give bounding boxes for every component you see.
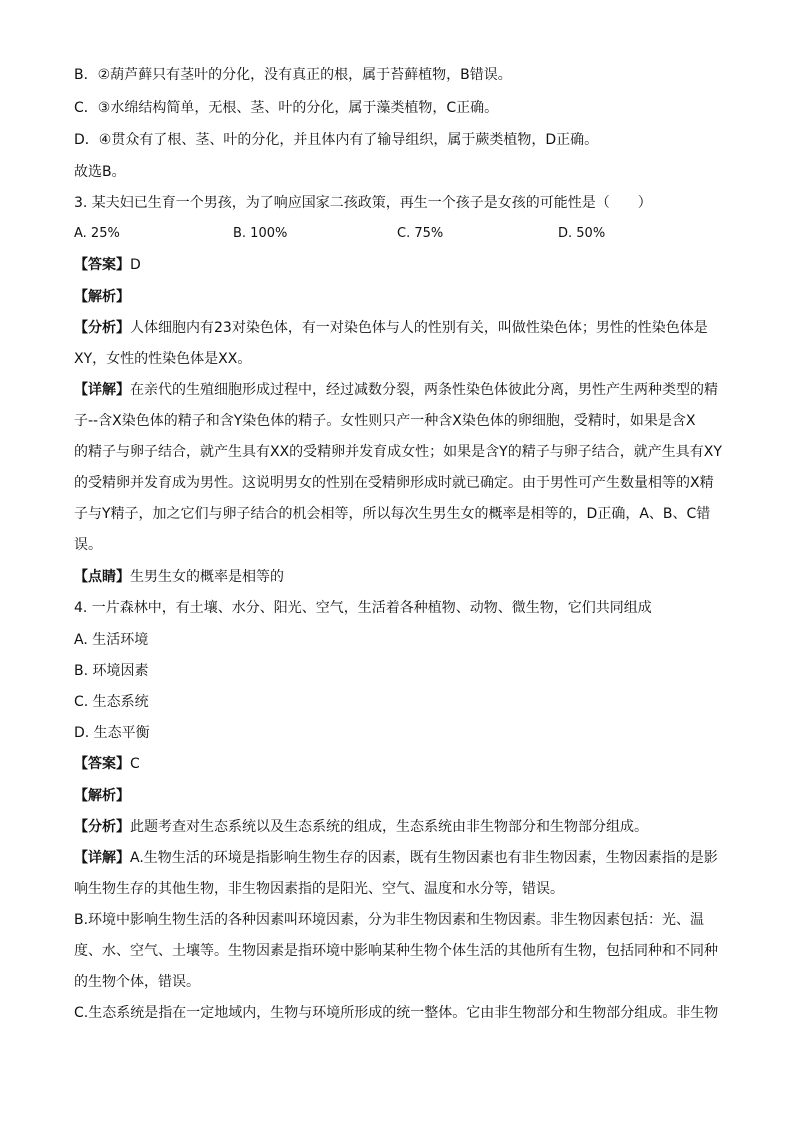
- q3-xiangjie-line-5: 子与Y精子，加之它们与卵子结合的机会相等，所以每次生男生女的概率是相等的，D正确，A、B、C错: [74, 506, 711, 522]
- q4-xiangjie-line-3: B.环境中影响生物生活的各种因素叫环境因素，分为非生物因素和生物因素。非生物因素包括：光、温: [74, 912, 705, 928]
- q4-fenxi-line-1: [74, 818, 734, 836]
- option-d-explanation: D．④贯众有了根、茎、叶的分化，并且体内有了输导组织，属于蕨类植物，D正确。: [74, 132, 599, 148]
- q3-option-c: C. 75%: [397, 226, 444, 241]
- answer-tag: 【答案】: [74, 756, 130, 772]
- q4-xiangjie-line-5: 的生物个体，错误。: [74, 974, 200, 990]
- option-b-explanation: B．②葫芦藓只有茎叶的分化，没有真正的根，属于苔藓植物，B错误。: [74, 67, 512, 83]
- dianjing-text: 生男生女的概率是相等的: [130, 569, 284, 585]
- answer-value: D: [130, 257, 141, 273]
- q4-xiangjie-line-1: [74, 849, 734, 867]
- xiangjie-text: 在亲代的生殖细胞形成过程中，经过减数分裂，两条性染色体彼此分离，男性产生两种类型的精: [130, 382, 718, 398]
- q4-analysis-tag: 【解析】: [74, 788, 130, 804]
- q3-fenxi-line-1: [74, 319, 734, 337]
- q3-analysis-tag: 【解析】: [74, 289, 130, 305]
- q3-option-d: D. 50%: [558, 226, 606, 241]
- q4-xiangjie-line-6: C.生态系统是指在一定地域内，生物与环境所形成的统一整体。它由非生物部分和生物部分组成。非生物: [74, 1005, 719, 1021]
- option-c-explanation: C．③水绵结构简单，无根、茎、叶的分化，属于藻类植物，C正确。: [74, 100, 499, 116]
- q3-xiangjie-line-4: 的受精卵并发育成为男性。这说明男女的性别在受精卵形成时就已确定。由于男性可产生数量相等的X精: [74, 475, 714, 491]
- q4-answer: [74, 755, 734, 773]
- q4-option-a: A. 生活环境: [74, 632, 149, 648]
- q3-xiangjie-line-3: 的精子与卵子结合，就产生具有XX的受精卵并发育成女性；如果是含Y的精子与卵子结合，就产生具有XY: [74, 444, 722, 460]
- q3-fenxi-line-2: XY，女性的性染色体是XX。: [74, 351, 252, 367]
- answer-tag: 【答案】: [74, 257, 130, 273]
- q4-xiangjie-line-2: 响生物生存的其他生物，非生物因素指的是阳光、空气、温度和水分等，错误。: [74, 881, 564, 897]
- question-4-stem: 4. 一片森林中，有土壤、水分、阳光、空气，生活着各种植物、动物、微生物，它们共同组成: [74, 600, 652, 616]
- fenxi-tag: 【分析】: [74, 320, 130, 336]
- q3-answer: [74, 256, 734, 274]
- q3-xiangjie-line-1: [74, 381, 734, 399]
- question-3-stem: 3. 某夫妇已生育一个男孩，为了响应国家二孩政策，再生一个孩子是女孩的可能性是（ ）: [74, 195, 652, 211]
- fenxi-text: 此题考查对生态系统以及生态系统的组成，生态系统由非生物部分和生物部分组成。: [130, 819, 648, 835]
- q3-option-a: A. 25%: [74, 226, 120, 241]
- dianjing-tag: 【点睛】: [74, 569, 130, 585]
- q3-option-b: B. 100%: [233, 226, 288, 241]
- q4-option-b: B. 环境因素: [74, 663, 149, 679]
- fenxi-text: 人体细胞内有23对染色体，有一对染色体与人的性别有关，叫做性染色体；男性的性染色体是: [130, 320, 708, 336]
- q4-option-d: D. 生态平衡: [74, 725, 150, 741]
- q3-xiangjie-line-6: 误。: [74, 537, 102, 553]
- xiangjie-text: A.生物生活的环境是指影响生物生存的因素，既有生物因素也有非生物因素，生物因素指的是影: [130, 850, 718, 866]
- xiangjie-tag: 【详解】: [74, 850, 130, 866]
- q3-dianjing: [74, 568, 734, 586]
- q3-xiangjie-line-2: 子--含X染色体的精子和含Y染色体的精子。女性则只产一种含X染色体的卵细胞，受精时，如果是含X: [74, 413, 696, 429]
- q4-xiangjie-line-4: 度、水、空气、土壤等。生物因素是指环境中影响某种生物个体生活的其他所有生物，包括同种和不同种: [74, 943, 718, 959]
- fenxi-tag: 【分析】: [74, 819, 130, 835]
- xiangjie-tag: 【详解】: [74, 382, 130, 398]
- q4-option-c: C. 生态系统: [74, 694, 149, 710]
- conclusion: 故选B。: [74, 164, 126, 180]
- answer-value: C: [130, 756, 140, 772]
